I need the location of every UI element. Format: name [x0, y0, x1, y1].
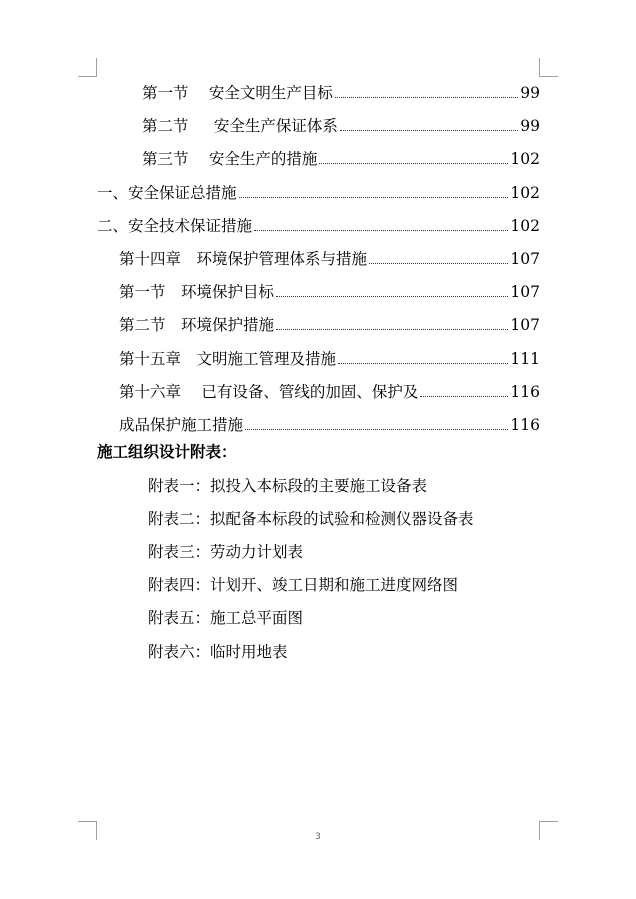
toc-entry-label: 二、安全技术保证措施 — [97, 217, 253, 235]
toc-entry-label: 第十四章 环境保护管理体系与措施 — [119, 250, 368, 268]
appendix-item: 附表五：施工总平面图 — [148, 609, 304, 627]
toc-leader-dots — [335, 96, 518, 98]
toc-entry[interactable] — [119, 248, 540, 270]
toc-leader-dots — [245, 428, 508, 430]
toc-entry[interactable] — [119, 281, 540, 303]
toc-leader-dots — [254, 229, 508, 231]
toc-entry[interactable] — [142, 148, 540, 170]
toc-entry-page: 102 — [510, 217, 540, 235]
toc-leader-dots — [276, 295, 508, 297]
toc-entry-page: 99 — [520, 84, 540, 102]
appendix-item: 附表六：临时用地表 — [148, 643, 288, 661]
toc-entry[interactable] — [119, 381, 540, 403]
toc-entry[interactable] — [119, 414, 540, 436]
toc-entry-page: 107 — [510, 283, 540, 301]
toc-entry[interactable] — [97, 182, 540, 204]
toc-entry-label: 成品保护施工措施 — [119, 416, 244, 434]
toc-entry[interactable] — [142, 82, 540, 104]
toc-leader-dots — [239, 196, 509, 198]
toc-entry-page: 102 — [510, 150, 540, 168]
toc-leader-dots — [276, 328, 508, 330]
appendix-item: 附表二：拟配备本标段的试验和检测仪器设备表 — [148, 510, 474, 528]
toc-entry[interactable] — [119, 348, 540, 370]
toc-leader-dots — [338, 362, 508, 364]
toc-entry-label: 第一节 环境保护目标 — [119, 283, 275, 301]
appendix-item: 附表一：拟投入本标段的主要施工设备表 — [148, 477, 428, 495]
toc-entry-label: 第十五章 文明施工管理及措施 — [119, 350, 337, 368]
toc-entry-label: 第一节 安全文明生产目标 — [142, 84, 333, 102]
appendix-heading: 施工组织设计附表： — [97, 442, 237, 461]
toc-entry-page: 111 — [510, 350, 540, 368]
toc-entry[interactable] — [142, 115, 540, 137]
toc-entry-label: 第二节 安全生产保证体系 — [142, 117, 338, 135]
toc-entry-page: 107 — [510, 316, 540, 334]
toc-entry-label: 第二节 环境保护措施 — [119, 316, 275, 334]
toc-leader-dots — [420, 395, 508, 397]
appendix-item: 附表四：计划开、竣工日期和施工进度网络图 — [148, 576, 459, 594]
toc-entry[interactable] — [97, 215, 540, 237]
toc-entry-label: 第十六章 已有设备、管线的加固、保护及 — [119, 383, 419, 401]
crop-mark-top-right — [539, 58, 558, 77]
toc-entry-page: 116 — [510, 416, 540, 434]
crop-mark-top-left — [78, 58, 97, 77]
toc-leader-dots — [369, 262, 508, 264]
toc-entry-page: 99 — [520, 117, 540, 135]
toc-entry-label: 第三节 安全生产的措施 — [142, 150, 318, 168]
toc-leader-dots — [319, 162, 508, 164]
appendix-item: 附表三：劳动力计划表 — [148, 543, 304, 561]
page-number: 3 — [315, 832, 321, 842]
toc-leader-dots — [340, 129, 518, 131]
toc-entry-page: 116 — [510, 383, 540, 401]
toc-entry[interactable] — [119, 314, 540, 336]
toc-entry-page: 107 — [510, 250, 540, 268]
toc-entry-label: 一、安全保证总措施 — [97, 184, 237, 202]
toc-entry-page: 102 — [510, 184, 540, 202]
